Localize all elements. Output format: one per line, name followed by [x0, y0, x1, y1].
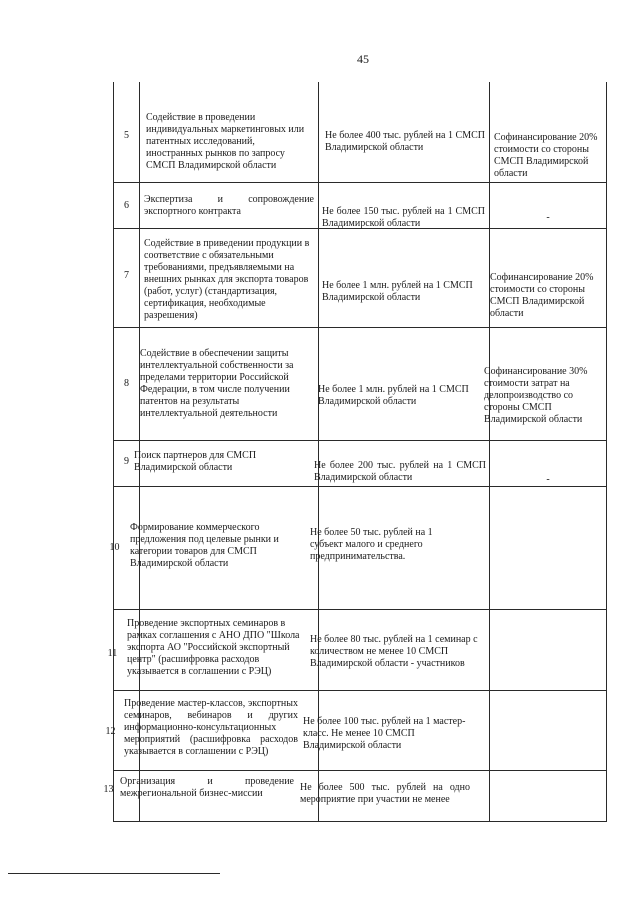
- service-cell: Содействие в проведении индивидуальных маркетинговых или патентных исследований, иностранных рынков по запросу СМСП Владимирской области: [146, 112, 305, 171]
- table-border: [113, 690, 607, 691]
- limit-cell: Не более 150 тыс. рублей на 1 СМСП Владимирской области: [322, 206, 485, 229]
- service-cell: Содействие в обеспечении защиты интеллектуальной собственности за пределами территории Российской Федерации, в том числе получении патентов на результаты интеллектуальной деятельности: [140, 348, 294, 419]
- limit-cell: Не более 1 млн. рублей на 1 СМСП Владимирской области: [318, 384, 469, 407]
- limit-cell: Не более 400 тыс. рублей на 1 СМСП Владимирской области: [325, 130, 485, 153]
- table-border: [489, 82, 490, 822]
- service-cell: Организация и проведение межрегиональной бизнес-миссии: [120, 776, 294, 799]
- services-table: [0, 82, 640, 822]
- row-number: 7: [124, 270, 129, 281]
- table-border: [113, 182, 607, 183]
- limit-cell: Не более 500 тыс. рублей на одно мероприятие при участии не менее: [300, 782, 470, 805]
- funding-cell: Софинансирование 20% стоимости со стороны СМСП Владимирской области: [490, 272, 594, 319]
- table-border: [113, 486, 607, 487]
- row-number: 8: [124, 378, 129, 389]
- table-border: [113, 440, 607, 441]
- limit-cell: Не более 200 тыс. рублей на 1 СМСП Владимирской области: [314, 460, 486, 483]
- table-border: [606, 82, 607, 822]
- funding-cell: -: [546, 474, 550, 485]
- service-cell: Проведение мастер-классов, экспортных семинаров, вебинаров и других информационно-консультационных мероприятий (расшифровка расходов указывается в соглашении с РЭЦ): [124, 698, 298, 757]
- table-border: [113, 770, 607, 771]
- page-number: 45: [357, 52, 369, 66]
- limit-cell: Не более 50 тыс. рублей на 1 субъект малого и среднего предпринимательства.: [310, 527, 433, 562]
- service-cell: Экспертиза и сопровождение экспортного контракта: [144, 194, 314, 217]
- table-border: [113, 82, 114, 822]
- funding-cell: Софинансирование 30% стоимости затрат на делопроизводство со стороны СМСП Владимирской области: [484, 366, 588, 425]
- footnote-separator: [8, 873, 220, 874]
- service-cell: Поиск партнеров для СМСП Владимирской области: [134, 450, 257, 473]
- service-cell: Содействие в приведении продукции в соответствие с обязательными требованиями, предъявляемыми на внешних рынках для экспорта товаров (работ, услуг) (стандартизация, сертификация, необходимые разрешения): [144, 238, 310, 321]
- funding-cell: -: [546, 212, 550, 223]
- table-border: [318, 82, 319, 822]
- service-cell: Формирование коммерческого предложения под целевые рынки и категории товаров для СМСП Владимирской области: [130, 522, 279, 569]
- row-number: 5: [124, 130, 129, 141]
- row-number: 10: [109, 542, 120, 553]
- limit-cell: Не более 100 тыс. рублей на 1 мастер-класс. Не менее 10 СМСП Владимирской области: [303, 716, 466, 751]
- row-number: 12: [105, 726, 116, 737]
- row-number: 11: [107, 648, 118, 659]
- limit-cell: Не более 1 млн. рублей на 1 СМСП Владимирской области: [322, 280, 473, 303]
- limit-cell: Не более 80 тыс. рублей на 1 семинар с количеством не менее 10 СМСП Владимирской области - участников: [310, 634, 478, 669]
- row-number: 9: [124, 456, 129, 467]
- table-border: [113, 327, 607, 328]
- table-border: [113, 821, 607, 822]
- row-number: 6: [124, 200, 129, 211]
- funding-cell: Софинансирование 20% стоимости со стороны СМСП Владимирской области: [494, 132, 598, 179]
- table-border: [113, 609, 607, 610]
- row-number: 13: [103, 784, 114, 795]
- service-cell: Проведение экспортных семинаров в рамках соглашения с АНО ДПО "Школа экспорта АО "Российской экспортный центр" (расшифровка расходов указывается в соглашении с РЭЦ): [127, 618, 300, 677]
